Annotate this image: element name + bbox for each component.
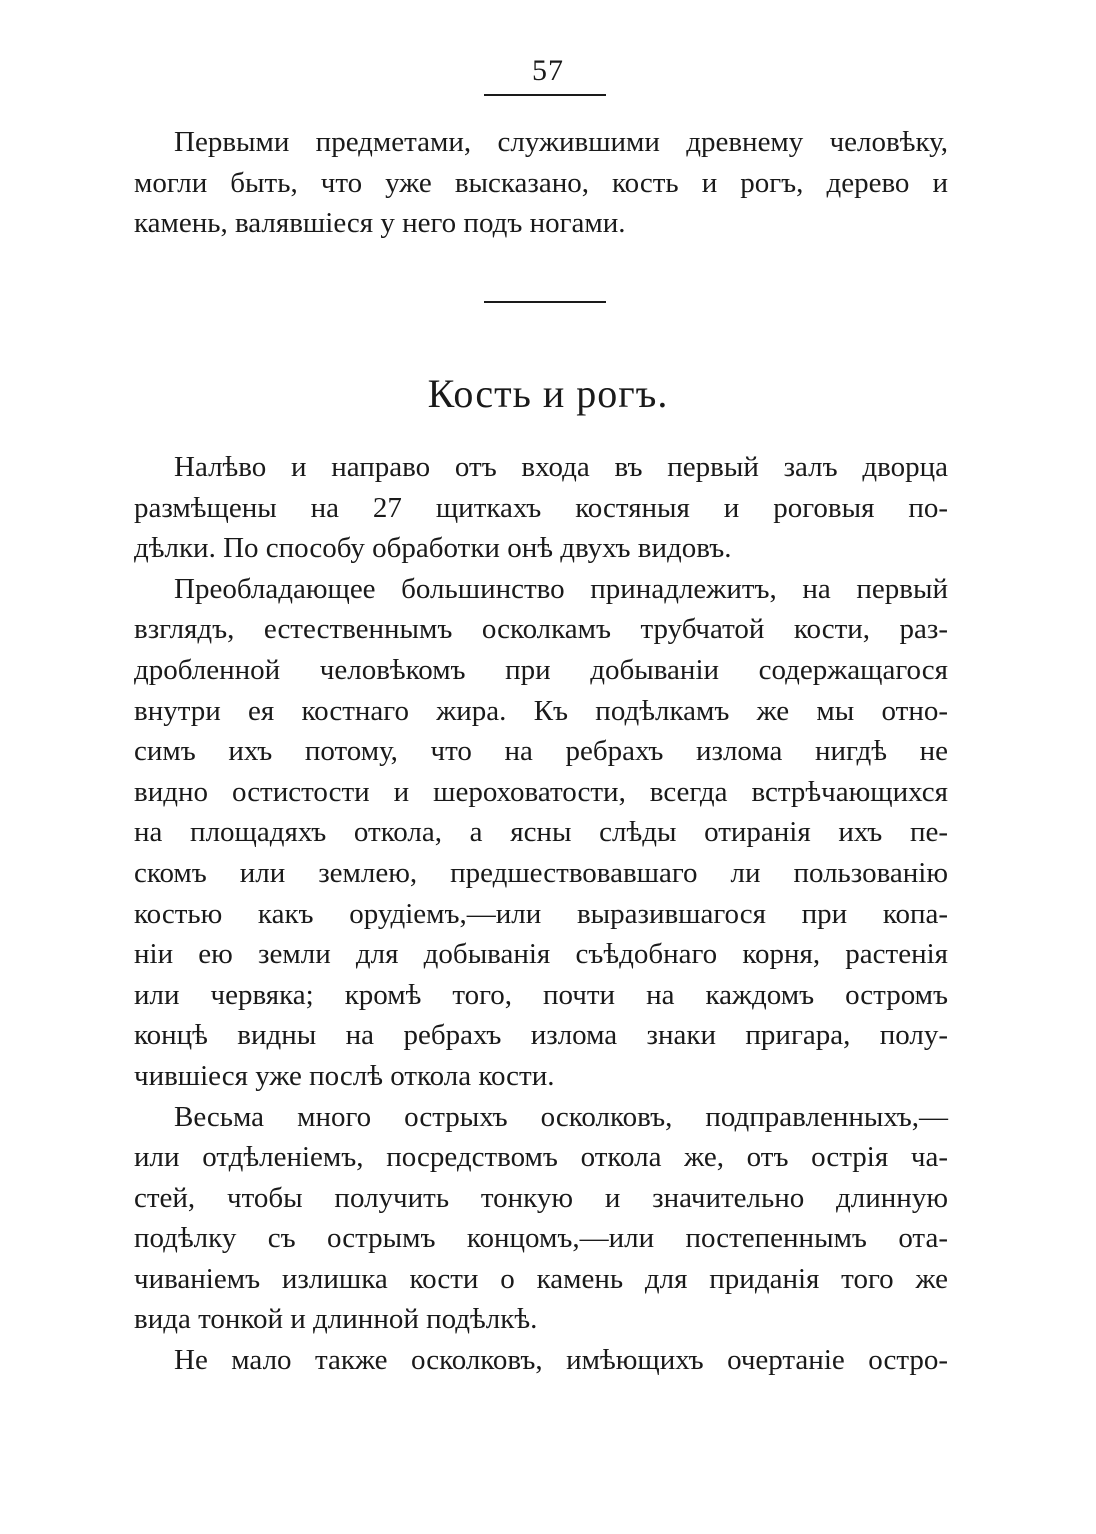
text-line: ніи ею земли для добыванія съѣдобнаго корня, растенія <box>134 938 948 971</box>
section-body <box>134 447 948 1381</box>
text-line: взглядъ, естественнымъ осколкамъ трубчатой кости, раз- <box>134 613 948 646</box>
text-line: на площадяхъ откола, а ясны слѣды отиранія ихъ пе- <box>134 816 948 849</box>
text-line: костью какъ орудіемъ,—или выразившагося при копа- <box>134 897 948 930</box>
text-line: могли быть, что уже высказано, кость и рогъ, дерево и <box>134 166 948 199</box>
text-line: стей, чтобы получить тонкую и значительно длинную <box>134 1181 948 1214</box>
text-line: Преобладающее большинство принадлежитъ, на первый <box>174 572 948 605</box>
text-line: Весьма много острыхъ осколковъ, подправленныхъ,— <box>174 1100 948 1133</box>
section-divider <box>484 301 606 303</box>
text-line: вида тонкой и длинной подѣлкѣ. <box>134 1303 538 1336</box>
text-line: внутри ея костнаго жира. Къ подѣлкамъ же мы отно- <box>134 694 948 727</box>
text-line: или отдѣленіемъ, посредствомъ откола же, отъ острія ча- <box>134 1141 948 1174</box>
text-line: дробленной человѣкомъ при добываніи содержащагося <box>134 653 948 686</box>
text-line: симъ ихъ потому, что на ребрахъ излома нигдѣ не <box>134 735 948 768</box>
text-line: концѣ видны на ребрахъ излома знаки пригара, полу- <box>134 1019 948 1052</box>
text-line: подѣлку съ острымъ концомъ,—или постепеннымъ ота- <box>134 1222 948 1255</box>
page-number: 57 <box>532 54 564 87</box>
text-line: чиваніемъ излишка кости о камень для приданія того же <box>134 1262 948 1295</box>
text-line: камень, валявшіеся у него подъ ногами. <box>134 207 626 240</box>
section-heading: Кость и рогъ. <box>427 371 669 416</box>
text-line: размѣщены на 27 щиткахъ костяныя и роговыя по- <box>134 491 948 524</box>
text-line: скомъ или землею, предшествовавшаго ли пользованію <box>134 856 948 889</box>
text-line: чившіеся уже послѣ откола кости. <box>134 1059 555 1092</box>
page-number-rule <box>484 94 606 96</box>
text-line: Налѣво и направо отъ входа въ первый залъ дворца <box>174 451 948 483</box>
intro-paragraph <box>134 122 948 244</box>
text-line: Не мало также осколковъ, имѣющихъ очертаніе остро- <box>174 1344 948 1377</box>
text-line: или червяка; кромѣ того, почти на каждомъ остромъ <box>134 978 948 1011</box>
text-line: дѣлки. По способу обработки онѣ двухъ видовъ. <box>134 532 732 565</box>
text-line: видно остистости и шероховатости, всегда встрѣчающихся <box>134 775 948 808</box>
text-line: Первыми предметами, служившими древнему человѣку, <box>174 126 948 158</box>
